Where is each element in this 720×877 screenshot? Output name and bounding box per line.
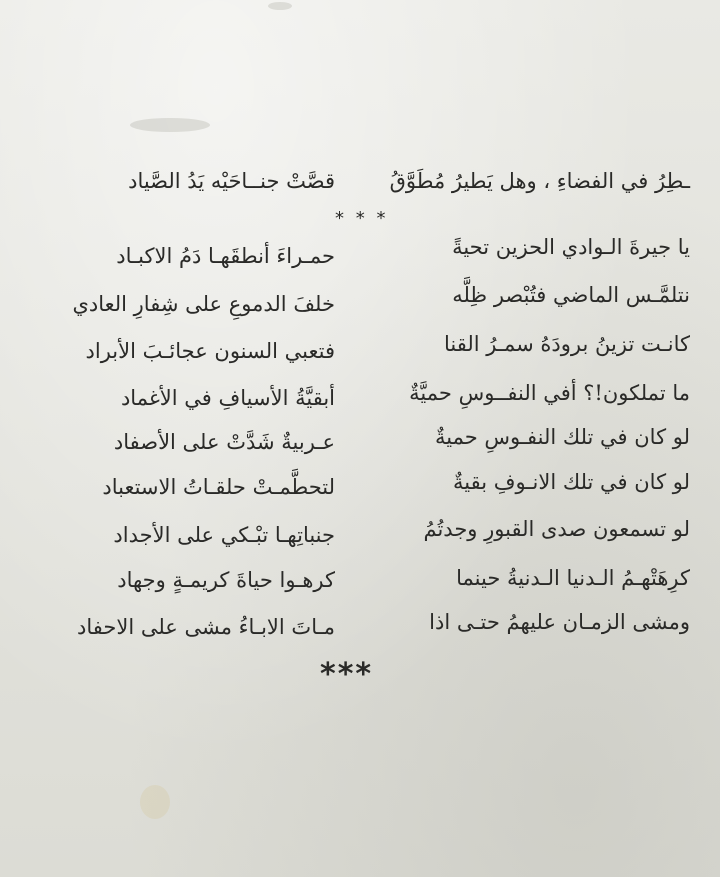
verse-1-first-hemistich: يا جيرةَ الـوادي الحزين تحيةً (452, 235, 690, 259)
verse-6-first-hemistich: لو كان في تلك الانـوفِ بقيةٌ (453, 470, 690, 494)
verse-2-second-hemistich: خلفَ الدموعِ على شِفارِ العادي (72, 292, 335, 316)
opening-verse-right: ـطِرُ في الفضاءِ ، وهل يَطيرُ مُطَوَّقُ (389, 169, 690, 193)
verse-3-second-hemistich: فتعبي السنون عجائـبَ الأبراد (85, 339, 335, 363)
paper-smudge (268, 2, 292, 10)
verse-9-second-hemistich: مـاتَ الابـاءُ مشى على الاحفاد (77, 615, 335, 639)
paper-stain (140, 785, 170, 819)
paper-smudge (130, 118, 210, 132)
opening-verse-left: قصَّتْ جنــاحَيْه يَدُ الصَّياد (128, 169, 335, 193)
verse-7-first-hemistich: لو تسمعون صدى القبورِ وجدتُمُ (423, 517, 690, 541)
verse-4-first-hemistich: ما تملكون!؟ أفي النفــوسِ حميَّةٌ (409, 381, 690, 405)
verse-8-first-hemistich: كرِهَتْهـمُ الـدنيا الـدنيةُ حينما (456, 566, 690, 590)
verse-3-first-hemistich: كانـت تزينُ برودَهُ سمـرُ القنا (444, 332, 690, 356)
verse-8-second-hemistich: كرهـوا حياةَ كريمـةٍ وجهاد (117, 568, 335, 592)
verse-4-second-hemistich: أبقيَّةُ الأسيافِ في الأغماد (120, 386, 335, 410)
verse-6-second-hemistich: لتحطَّمـتْ حلقـاتُ الاستعباد (102, 475, 335, 499)
verse-9-first-hemistich: ومشى الزمـان عليهمُ حتـى اذا (429, 610, 690, 634)
verse-7-second-hemistich: جنباتِهـا تبْـكي على الأجداد (113, 523, 335, 547)
verse-5-second-hemistich: عـربيةٌ شَدَّتْ على الأصفاد (113, 430, 335, 454)
verse-1-second-hemistich: حمـراءَ أنطقَهـا دَمُ الاكبـاد (116, 244, 335, 268)
verse-2-first-hemistich: نتلمَّـس الماضي فتُبْصر ظِلَّه (452, 283, 690, 307)
section-separator: * * * (335, 208, 389, 229)
verse-5-first-hemistich: لو كان في تلك النفـوسِ حميةٌ (434, 425, 690, 449)
end-separator: *** (320, 657, 374, 692)
